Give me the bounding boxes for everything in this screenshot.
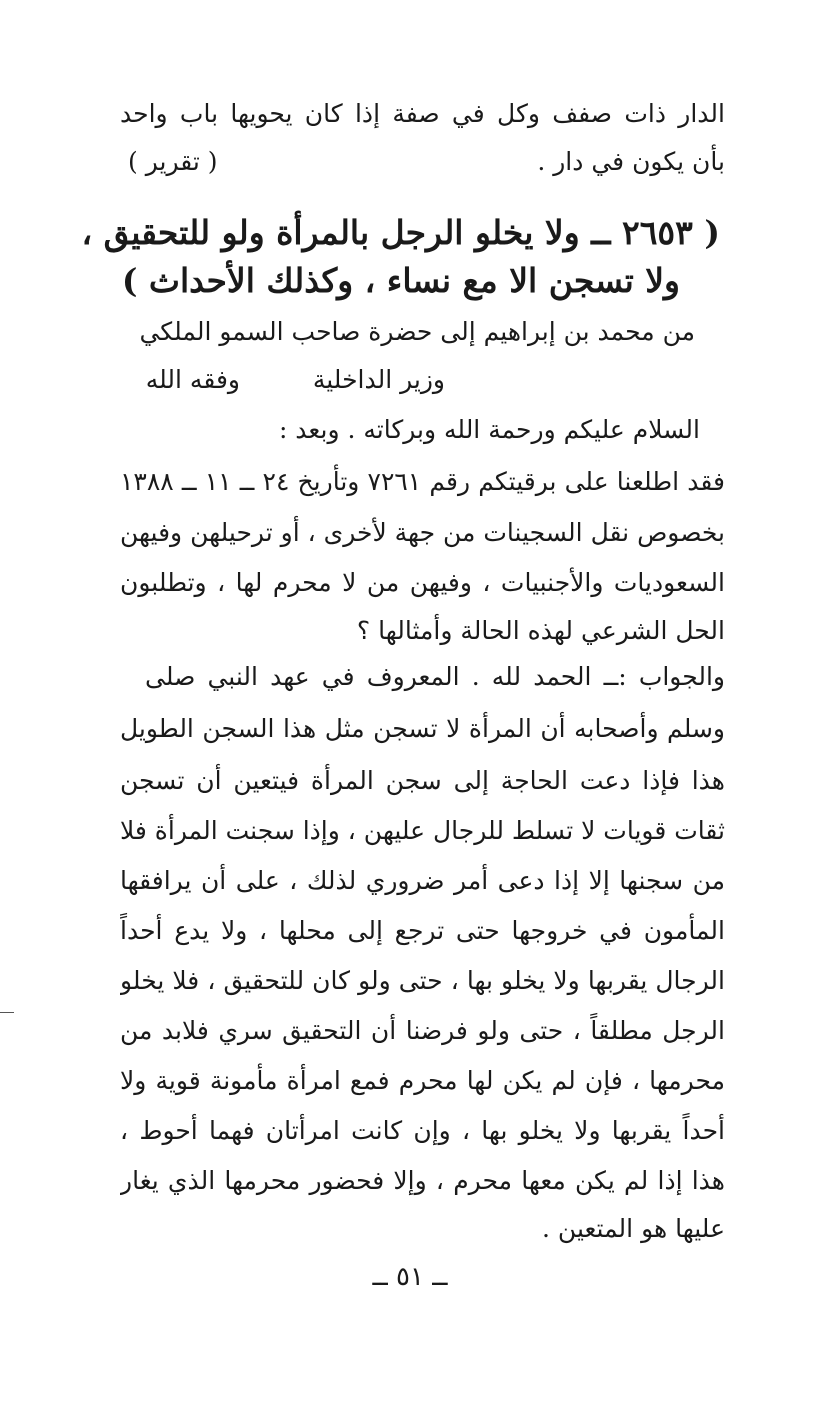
text-line: فقد اطلعنا على برقيتكم رقم ٧٢٦١ وتأريخ ٢٤ ــ ١١ ــ ١٣٨٨ [120, 467, 725, 496]
text-line: الحل الشرعي لهذه الحالة وأمثالها ؟ [356, 616, 725, 645]
text-line: الرجل مطلقاً ، حتى ولو فرضنا أن التحقيق سري فلابد من [120, 1016, 725, 1045]
margin-tick [0, 1012, 14, 1013]
source-label: ( تقرير ) [128, 147, 218, 176]
text-line: والجواب :ــ الحمد لله . المعروف في عهد النبي صلى [145, 662, 725, 691]
text-line: الدار ذات صفف وكل في صفة إذا كان يحويها باب واحد [120, 99, 725, 128]
item-heading: ( ٢٦٥٣ ــ ولا يخلو الرجل بالمرأة ولو للتحقيق ، [81, 213, 720, 252]
text-line: الرجال يقربها ولا يخلو بها ، حتى ولو كان للتحقيق ، فلا يخلو [120, 966, 725, 995]
text-line: عليها هو المتعين . [542, 1214, 725, 1243]
letter-recipient-title: وزير الداخلية [312, 365, 445, 394]
text-line: من سجنها إلا إذا دعى أمر ضروري لذلك ، على أن يرافقها [120, 866, 725, 895]
text-line: السعوديات والأجنبيات ، وفيهن من لا محرم لها ، وتطلبون [120, 568, 725, 597]
text-line: أحداً يقربها ولا يخلو بها ، وإن كانت امرأتان فهما أحوط ، [120, 1116, 725, 1145]
text-line: ثقات قويات لا تسلط للرجال عليهن ، وإذا سجنت المرأة فلا [120, 816, 725, 845]
text-line: هذا إذا لم يكن معها محرم ، وإلا فحضور محرمها الذي يغار [120, 1166, 725, 1195]
text-line: بأن يكون في دار . [537, 147, 725, 176]
text-line: المأمون في خروجها حتى ترجع إلى محلها ، ولا يدع أحداً [120, 916, 725, 945]
text-line: محرمها ، فإن لم يكن لها محرم فمع امرأة مأمونة قوية ولا [120, 1066, 725, 1095]
item-heading: ولا تسجن الا مع نساء ، وكذلك الأحداث ) [121, 261, 680, 300]
letter-from: من محمد بن إبراهيم إلى حضرة صاحب السمو الملكي [139, 317, 695, 346]
text-line: وسلم وأصحابه أن المرأة لا تسجن مثل هذا السجن الطويل [120, 714, 725, 743]
text-line: بخصوص نقل السجينات من جهة لأخرى ، أو ترحيلهن وفيهن [120, 518, 725, 547]
salutation: السلام عليكم ورحمة الله وبركاته . وبعد : [278, 415, 700, 444]
page-number: ــ ٥١ ــ [372, 1262, 448, 1292]
letter-blessing: وفقه الله [145, 365, 240, 394]
text-line: هذا فإذا دعت الحاجة إلى سجن المرأة فيتعين أن تسجن [120, 766, 725, 795]
